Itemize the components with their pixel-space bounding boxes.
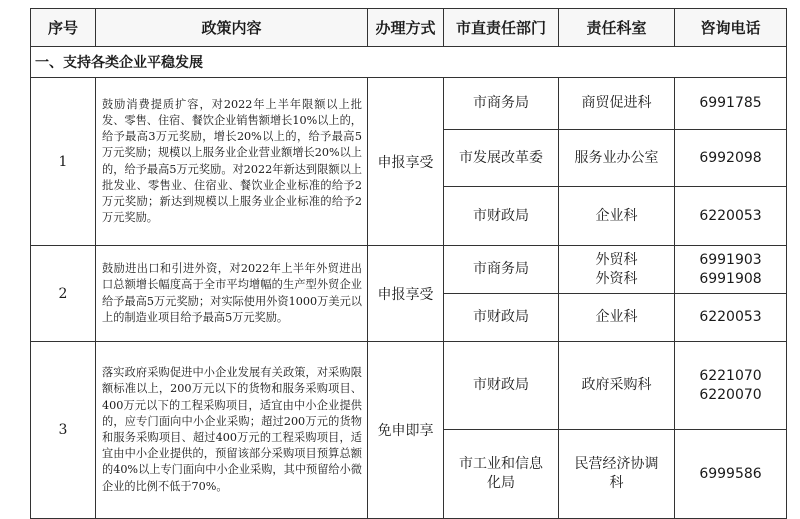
- policy-table-sheet: [30, 8, 786, 514]
- row-number: 1: [31, 78, 96, 246]
- office-line: 外资科: [595, 270, 638, 287]
- header-dept: 市直责任部门: [444, 9, 559, 47]
- phone-line: 6221070: [699, 367, 762, 384]
- phone-line: 6991908: [699, 270, 762, 287]
- responsible-dept: 市商务局: [444, 246, 559, 294]
- header-row: [31, 9, 787, 47]
- responsible-office: 商贸促进科: [559, 78, 675, 130]
- header-seq: 序号: [31, 9, 96, 47]
- section-title: 一、支持各类企业平稳发展: [31, 47, 787, 78]
- responsible-office: 企业科: [559, 187, 675, 246]
- responsible-dept: 市财政局: [444, 294, 559, 342]
- policy-content: 落实政府采购促进中小企业发展有关政策，对采购限额标准以上，200万元以下的货物和服务采购项目、400万元以下的工程采购项目，适宜由中小企业提供的，应专门面向中小企业采购；超过200万元的货物和服务采购项目、超过400万元的工程采购项目，适宜由中小企业提供的，预留该部分采购项目预算总额的40%以上专门面向中小企业采购，其中预留给小微企业的比例不低于70%。: [96, 342, 368, 519]
- responsible-dept: 市商务局: [444, 78, 559, 130]
- office-line: 民营经济协调: [574, 456, 659, 472]
- office-line: 科: [609, 475, 624, 491]
- section-row: [31, 47, 787, 78]
- header-phone: 咨询电话: [675, 9, 787, 47]
- handling-method: 申报享受: [368, 246, 444, 342]
- responsible-office: 政府采购科: [559, 342, 675, 430]
- contact-phone: 6220053: [675, 187, 787, 246]
- dept-line: 化局: [487, 475, 515, 491]
- phone-line: 6991903: [699, 251, 762, 268]
- responsible-dept: 市财政局: [444, 187, 559, 246]
- table-row: [31, 342, 787, 430]
- contact-phone: 6999586: [675, 430, 787, 519]
- contact-phone: 6992098: [675, 130, 787, 187]
- policy-content: 鼓励消费提质扩容，对2022年上半年限额以上批发、零售、住宿、餐饮企业销售额增长10%以上的，给予最高3万元奖励，增长20%以上的，给予最高5万元奖励；规模以上服务业企业营业额增长20%以上的，给予最高5万元奖励。对2022年新达到限额以上批发业、零售业、住宿业、餐饮业企业标准的给予2万元奖励；新达到规模以上服务业企业标准的给予2万元奖励。: [96, 78, 368, 246]
- responsible-office: [559, 246, 675, 294]
- responsible-dept: 市财政局: [444, 342, 559, 430]
- contact-phone: [675, 342, 787, 430]
- office-line: 外贸科: [595, 251, 638, 268]
- dept-line: 市工业和信息: [459, 456, 543, 472]
- handling-method: 免申即享: [368, 342, 444, 519]
- contact-phone: [675, 246, 787, 294]
- contact-phone: 6220053: [675, 294, 787, 342]
- responsible-dept: 市发展改革委: [444, 130, 559, 187]
- row-number: 2: [31, 246, 96, 342]
- row-number: 3: [31, 342, 96, 519]
- policy-table: [30, 8, 787, 519]
- responsible-office: 企业科: [559, 294, 675, 342]
- table-row: [31, 246, 787, 294]
- responsible-dept: [444, 430, 559, 519]
- responsible-office: [559, 430, 675, 519]
- table-row: [31, 78, 787, 130]
- responsible-office: 服务业办公室: [559, 130, 675, 187]
- policy-content: 鼓励进出口和引进外资，对2022年上半年外贸进出口总额增长幅度高于全市平均增幅的生产型外贸企业给予最高5万元奖励；对实际使用外资1000万美元以上的制造业项目给予最高5万元奖励。: [96, 246, 368, 342]
- header-method: 办理方式: [368, 9, 444, 47]
- header-office: 责任科室: [559, 9, 675, 47]
- contact-phone: 6991785: [675, 78, 787, 130]
- phone-line: 6220070: [699, 386, 762, 403]
- handling-method: 申报享受: [368, 78, 444, 246]
- header-content: 政策内容: [96, 9, 368, 47]
